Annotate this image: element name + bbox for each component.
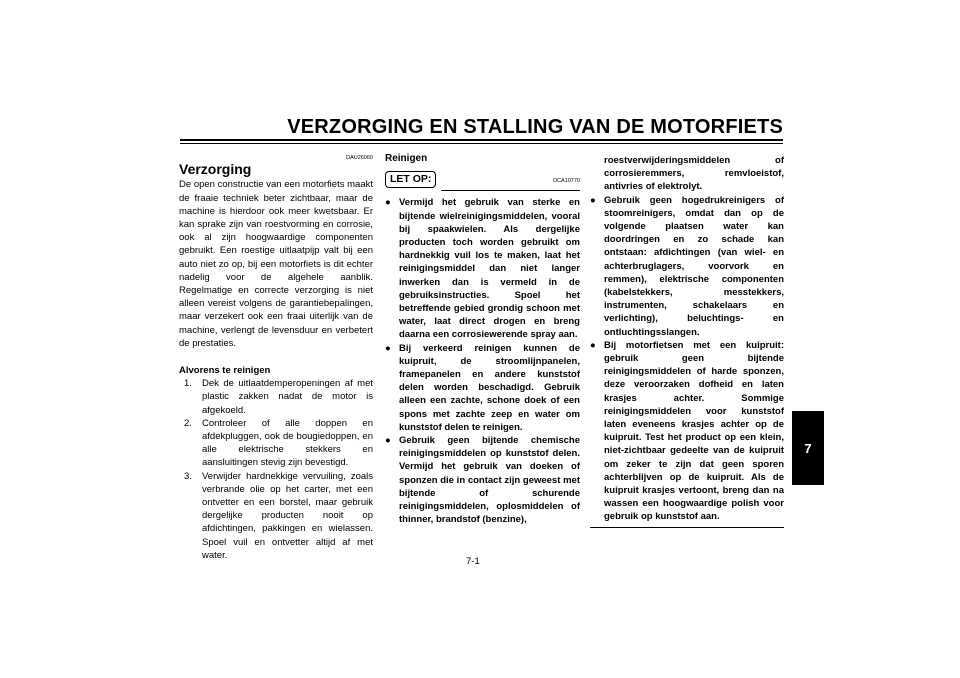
step-text: Dek de uitlaatdemperopeningen af met plastic zakken nadat de motor is afgekoeld. — [202, 378, 373, 416]
list-item — [385, 196, 580, 341]
column-cleaning — [385, 152, 580, 526]
bullet-text: Gebruik geen hogedrukreinigers of stoomreinigers, omdat dan op de volgende plaatsen water kan doordringen en zo schade kan ontstaan: afdichtingen (van wiel- en achterbruglagers, voorvork en remmen), elektrische componenten (kabelstekkers, messtekkers, instrumenten, schakelaars en verlichting), beluchtings- en ontluchtingsslangen. — [604, 194, 784, 338]
before-cleaning-heading: Alvorens te reinigen — [179, 365, 271, 377]
bullet-text: Bij motorfietsen met een kuipruit: gebruik geen bijtende reinigingsmiddelen of harde sponzen, deze veroorzaken dofheid en laten krasjes achter. Sommige reinigingsmiddelen voor kunststof laten eveneens krasjes achter op de kuipruit. Test het product op een klein, niet-zichtbaar gedeelte van de kuipruit om zeker te zijn dat geen sporen achterblijven op de kuipruit. Als de kuipruit krasjes vertoont, breng dan na wassen een hoogwaardige polish voor gebruik op kunststof aan. — [604, 339, 784, 523]
list-item — [179, 470, 373, 562]
notice-rule — [441, 190, 580, 191]
step-number: 3. — [184, 470, 192, 482]
list-item — [385, 434, 580, 526]
notice-badge: LET OP: — [385, 171, 436, 188]
step-number: 2. — [184, 417, 192, 429]
section-code: DAU26060 — [346, 155, 373, 161]
step-number: 1. — [184, 378, 192, 390]
list-item — [385, 342, 580, 434]
step-text: Verwijder hardnekkige vervuiling, zoals verbrande olie op het carter, met een ontvetter en een borstel, maar gebruik dergelijke producten nooit op afdichtingen, pakkingen en wielassen. Spoel vuil en ontvetter altijd af met water. — [202, 470, 373, 561]
list-item — [179, 417, 373, 470]
bullet-continuation: roestverwijderingsmiddelen of corrosieremmers, remvloeistof, antivries of elektrolyt. — [604, 155, 784, 193]
header-rule — [180, 139, 783, 141]
notice-end-rule — [590, 527, 784, 528]
bullet-icon: ● — [590, 194, 596, 206]
bullet-text: Bij verkeerd reinigen kunnen de kuipruit, de stroomlijnpanelen, framepanelen en andere kunststof delen worden beschadigd. Gebruik alleen een zachte, schone doek of een spons met zachte zeep en water om kunststof delen te reinigen. — [399, 342, 580, 433]
chapter-tab: 7 — [792, 411, 824, 485]
bullet-icon: ● — [385, 342, 391, 354]
notice-header — [385, 171, 580, 188]
care-intro-paragraph: De open constructie van een motorfiets maakt de fraaie techniek beter zichtbaar, maar de machine is hierdoor ook meer kwetsbaar. Er kan sprake zijn van roestvorming en corrosie, ook al zijn hoogwaardige componenten gebruikt. Een roestige uitlaatpijp valt bij een auto niet zo op, bij een motorfiets is dit echter nadelig voor de algehele aanblik. Regelmatige en correcte verzorging is niet alleen vereist volgens de garantiebepalingen, maar verzekert ook een fraai uiterlijk van de machine, verlengt de levensduur en verbetert de prestaties. — [179, 179, 373, 349]
column-cleaning-continued — [590, 154, 784, 528]
section-title-care: Verzorging — [179, 161, 252, 178]
column-care — [179, 152, 373, 562]
page-header-title: VERZORGING EN STALLING VAN DE MOTORFIETS — [287, 116, 783, 138]
list-item — [179, 377, 373, 417]
list-item — [590, 194, 784, 339]
cleaning-steps-list — [179, 377, 373, 562]
section-title-cleaning: Reinigen — [385, 153, 428, 164]
header-rule-thin — [180, 143, 783, 144]
bullet-icon: ● — [590, 339, 596, 351]
page-number: 7-1 — [466, 556, 480, 567]
bullet-text: Vermijd het gebruik van sterke en bijtende wielreinigingsmiddelen, vooral bij spaakwielen. Als dergelijke producten toch worden gebruikt om hardnekkig vuil los te maken, laat het reinigingsmiddel dan niet langer inwerken dan is vermeld in de gebruiksinstructies. Spoel het betreffende gebied grondig schoon met water, laat direct drogen en breng daarna een corrosiewerende spray aan. — [399, 197, 580, 341]
bullet-text: Gebruik geen bijtende chemische reinigingsmiddelen op kunststof delen. Vermijd het gebruik van doeken of sponzen die in contact zijn geweest met bijtende of schurende reinigingsmiddelen, oplosmiddelen of thinner, brandstof (benzine), — [399, 435, 580, 526]
bullet-icon: ● — [385, 197, 391, 209]
bullet-icon: ● — [385, 435, 391, 447]
step-text: Controleer of alle doppen en afdekpluggen, ook de bougiedoppen, en alle elektrische stekkers en aansluitingen stevig zijn bevestigd. — [202, 417, 373, 469]
notice-code: DCA10770 — [553, 178, 580, 185]
list-item — [590, 339, 784, 524]
